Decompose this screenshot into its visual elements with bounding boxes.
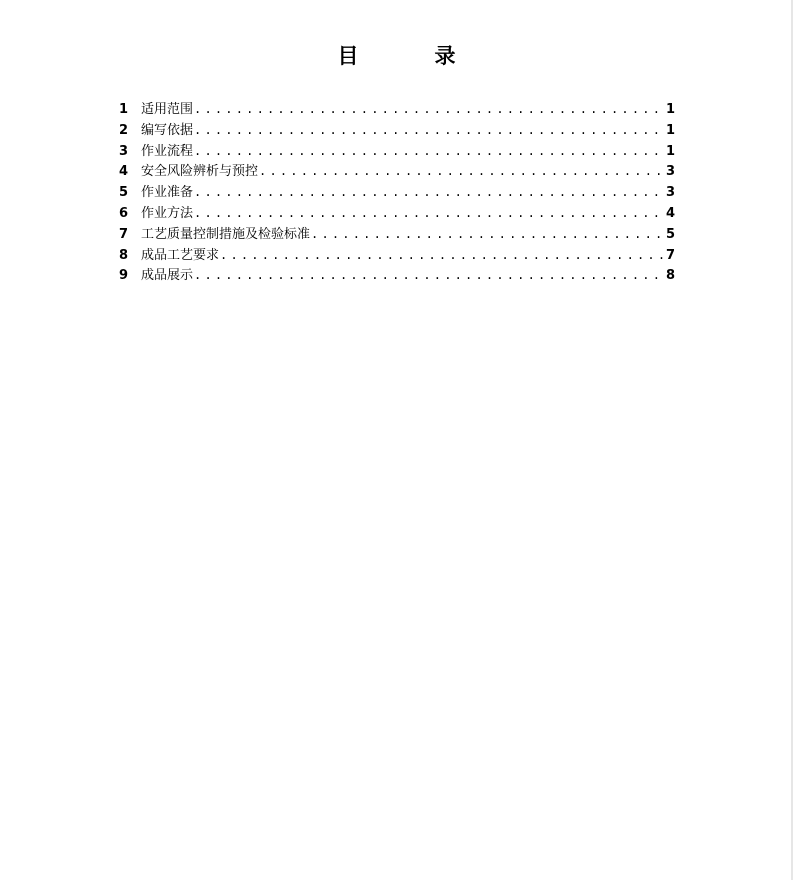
toc-title-char-2: 录	[434, 44, 456, 68]
toc-entry-number: 1	[119, 102, 129, 117]
toc-leader-dots	[194, 182, 664, 203]
toc-leader-dots	[194, 203, 664, 224]
toc-entry-label: 工艺质量控制措施及检验标准	[141, 226, 311, 242]
toc-leader-dots	[220, 245, 664, 266]
toc-entry[interactable]	[119, 203, 675, 224]
toc-entry-page: 8	[665, 268, 675, 284]
toc-entry-page: 3	[665, 164, 675, 180]
toc-entry[interactable]	[119, 99, 675, 120]
toc-entry-page: 7	[665, 247, 675, 263]
toc-entry-number: 3	[119, 143, 129, 159]
toc-entry-number: 5	[119, 185, 129, 201]
toc-entry-page: 1	[665, 102, 675, 117]
toc-entry-label: 作业方法	[141, 205, 194, 221]
toc-entry-label: 适用范围	[141, 102, 194, 117]
toc-entry-number: 6	[119, 205, 129, 221]
toc-title	[0, 42, 793, 70]
toc-entry-label: 编写依据	[141, 122, 194, 138]
toc-entry[interactable]	[119, 265, 675, 286]
toc-entry-number: 2	[119, 122, 129, 138]
toc-entry-label: 成品工艺要求	[141, 247, 220, 263]
toc-leader-dots	[194, 141, 664, 162]
toc-title-char-1: 目	[337, 44, 359, 68]
toc-entry-page: 4	[665, 205, 675, 221]
toc-entry[interactable]	[119, 120, 675, 141]
toc-entry-number: 4	[119, 164, 129, 180]
toc-leader-dots	[194, 265, 664, 286]
toc-entry-label: 安全风险辨析与预控	[141, 164, 259, 180]
toc-entry[interactable]	[119, 224, 675, 245]
toc-entry-number: 9	[119, 268, 129, 284]
toc-leader-dots	[194, 99, 664, 120]
toc-entry-number: 7	[119, 226, 129, 242]
toc-entry-page: 3	[665, 185, 675, 201]
toc-leader-dots	[194, 120, 664, 141]
toc-entry-page: 5	[665, 226, 675, 242]
toc-entry-page: 1	[665, 122, 675, 138]
toc-entry[interactable]	[119, 161, 675, 182]
toc-entry-label: 作业准备	[141, 185, 194, 201]
table-of-contents	[119, 99, 675, 286]
toc-leader-dots	[311, 224, 664, 245]
toc-entry-number: 8	[119, 247, 129, 263]
toc-entry-page: 1	[665, 143, 675, 159]
toc-entry[interactable]	[119, 141, 675, 162]
toc-entry-label: 作业流程	[141, 143, 194, 159]
toc-entry[interactable]	[119, 182, 675, 203]
toc-entry-label: 成品展示	[141, 268, 194, 284]
toc-entry[interactable]	[119, 245, 675, 266]
toc-leader-dots	[259, 161, 664, 182]
